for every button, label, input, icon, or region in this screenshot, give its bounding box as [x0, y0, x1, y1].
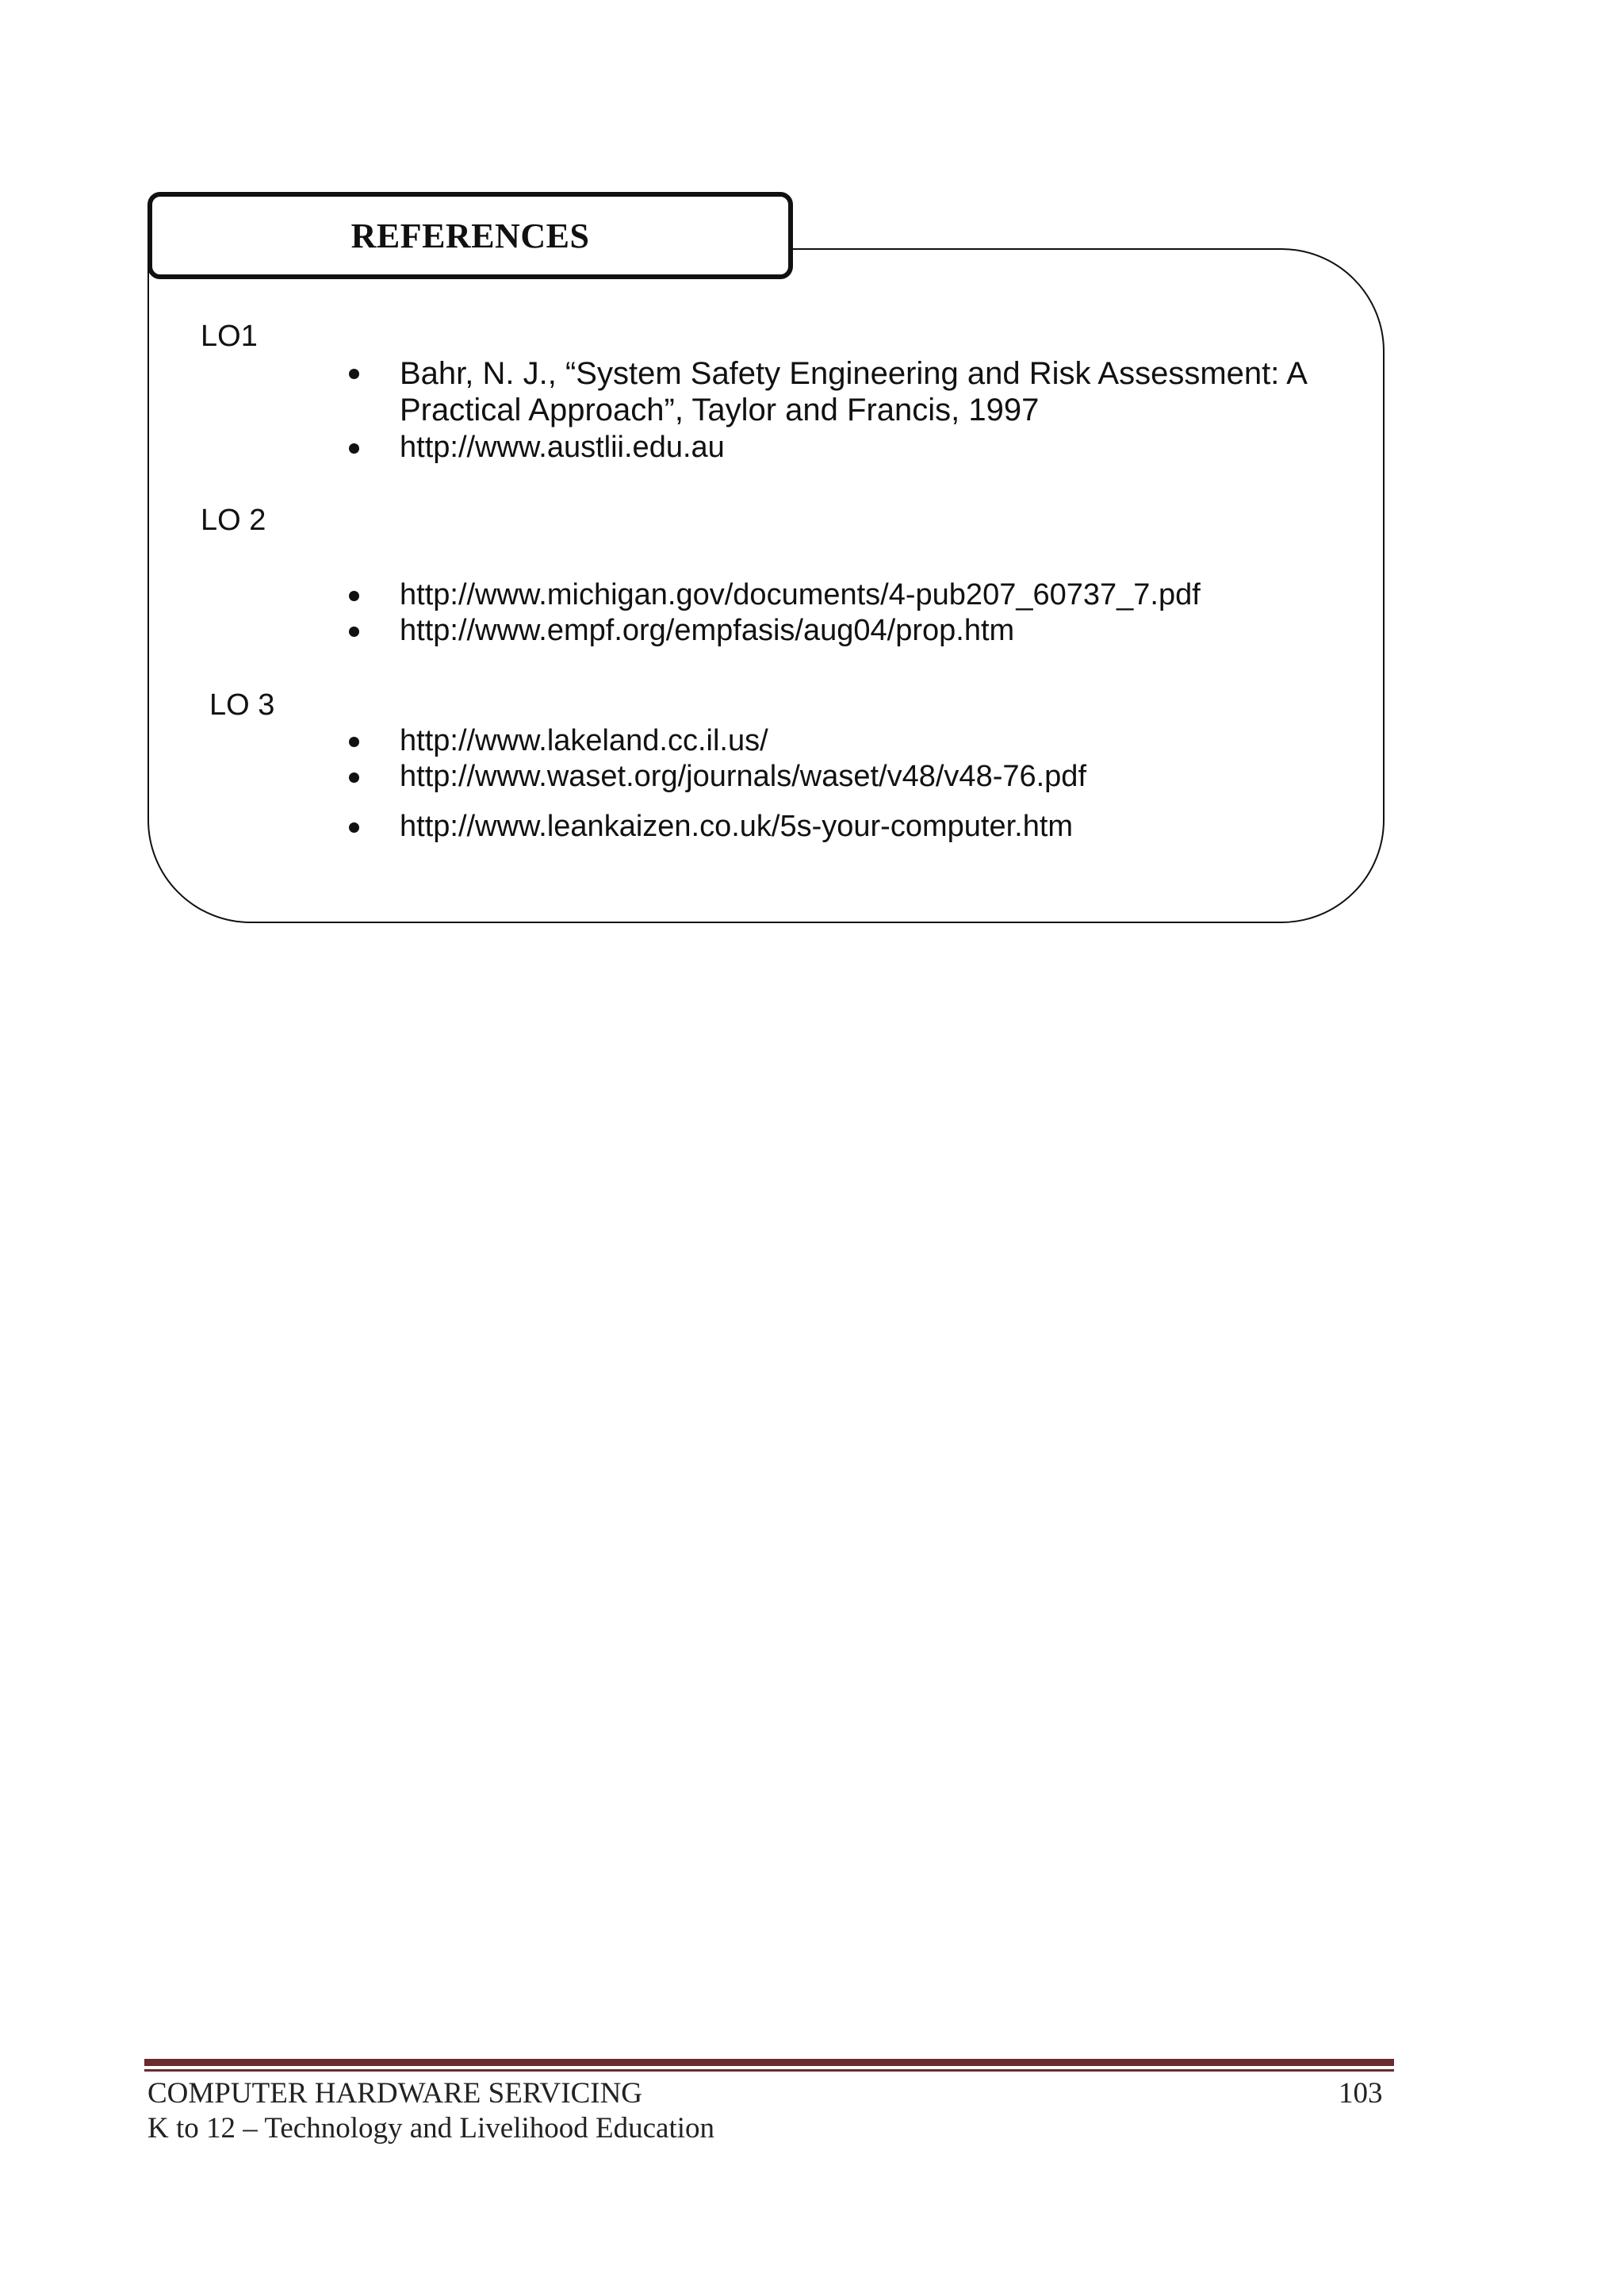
footer-program: K to 12 – Technology and Livelihood Education: [147, 2112, 715, 2145]
reference-list-lo2: [349, 577, 1348, 649]
reference-item: [349, 759, 1348, 795]
references-title-tab: [147, 192, 793, 279]
bullet-icon: [349, 443, 359, 454]
reference-text: Bahr, N. J., “System Safety Engineering and Risk Assessment: A Practical Approach”, Taylor and Francis, 1997: [400, 356, 1306, 427]
page-number: 103: [1339, 2077, 1383, 2110]
reference-link[interactable]: http://www.leankaizen.co.uk/5s-your-computer.htm: [400, 810, 1074, 843]
reference-link[interactable]: http://www.austlii.edu.au: [400, 431, 725, 464]
section-label-lo3: LO 3: [209, 688, 275, 722]
footer-course: COMPUTER HARDWARE SERVICING: [147, 2077, 643, 2110]
bullet-icon: [349, 591, 359, 601]
reference-link[interactable]: http://www.michigan.gov/documents/4-pub207_60737_7.pdf: [400, 578, 1201, 611]
reference-item: [349, 723, 1348, 759]
reference-list-lo3: [349, 723, 1348, 845]
bullet-icon: [349, 369, 359, 379]
bullet-icon: [349, 737, 359, 747]
references-title: REFERENCES: [350, 216, 590, 255]
reference-item: [349, 613, 1348, 649]
bullet-icon: [349, 822, 359, 833]
section-label-lo2: LO 2: [201, 504, 266, 537]
section-label-lo1: LO1: [201, 320, 258, 353]
footer-rule: [144, 2059, 1394, 2066]
reference-link[interactable]: http://www.empf.org/empfasis/aug04/prop.htm: [400, 614, 1015, 647]
bullet-icon: [349, 772, 359, 783]
reference-link[interactable]: http://www.waset.org/journals/waset/v48/v48-76.pdf: [400, 760, 1087, 793]
reference-item: [349, 577, 1348, 613]
reference-item: [349, 355, 1348, 428]
footer-rule-thin: [144, 2069, 1394, 2072]
reference-item: [349, 430, 1348, 466]
reference-item: [349, 809, 1348, 845]
bullet-icon: [349, 627, 359, 637]
reference-list-lo1: [349, 355, 1348, 466]
reference-link[interactable]: http://www.lakeland.cc.il.us/: [400, 724, 768, 757]
